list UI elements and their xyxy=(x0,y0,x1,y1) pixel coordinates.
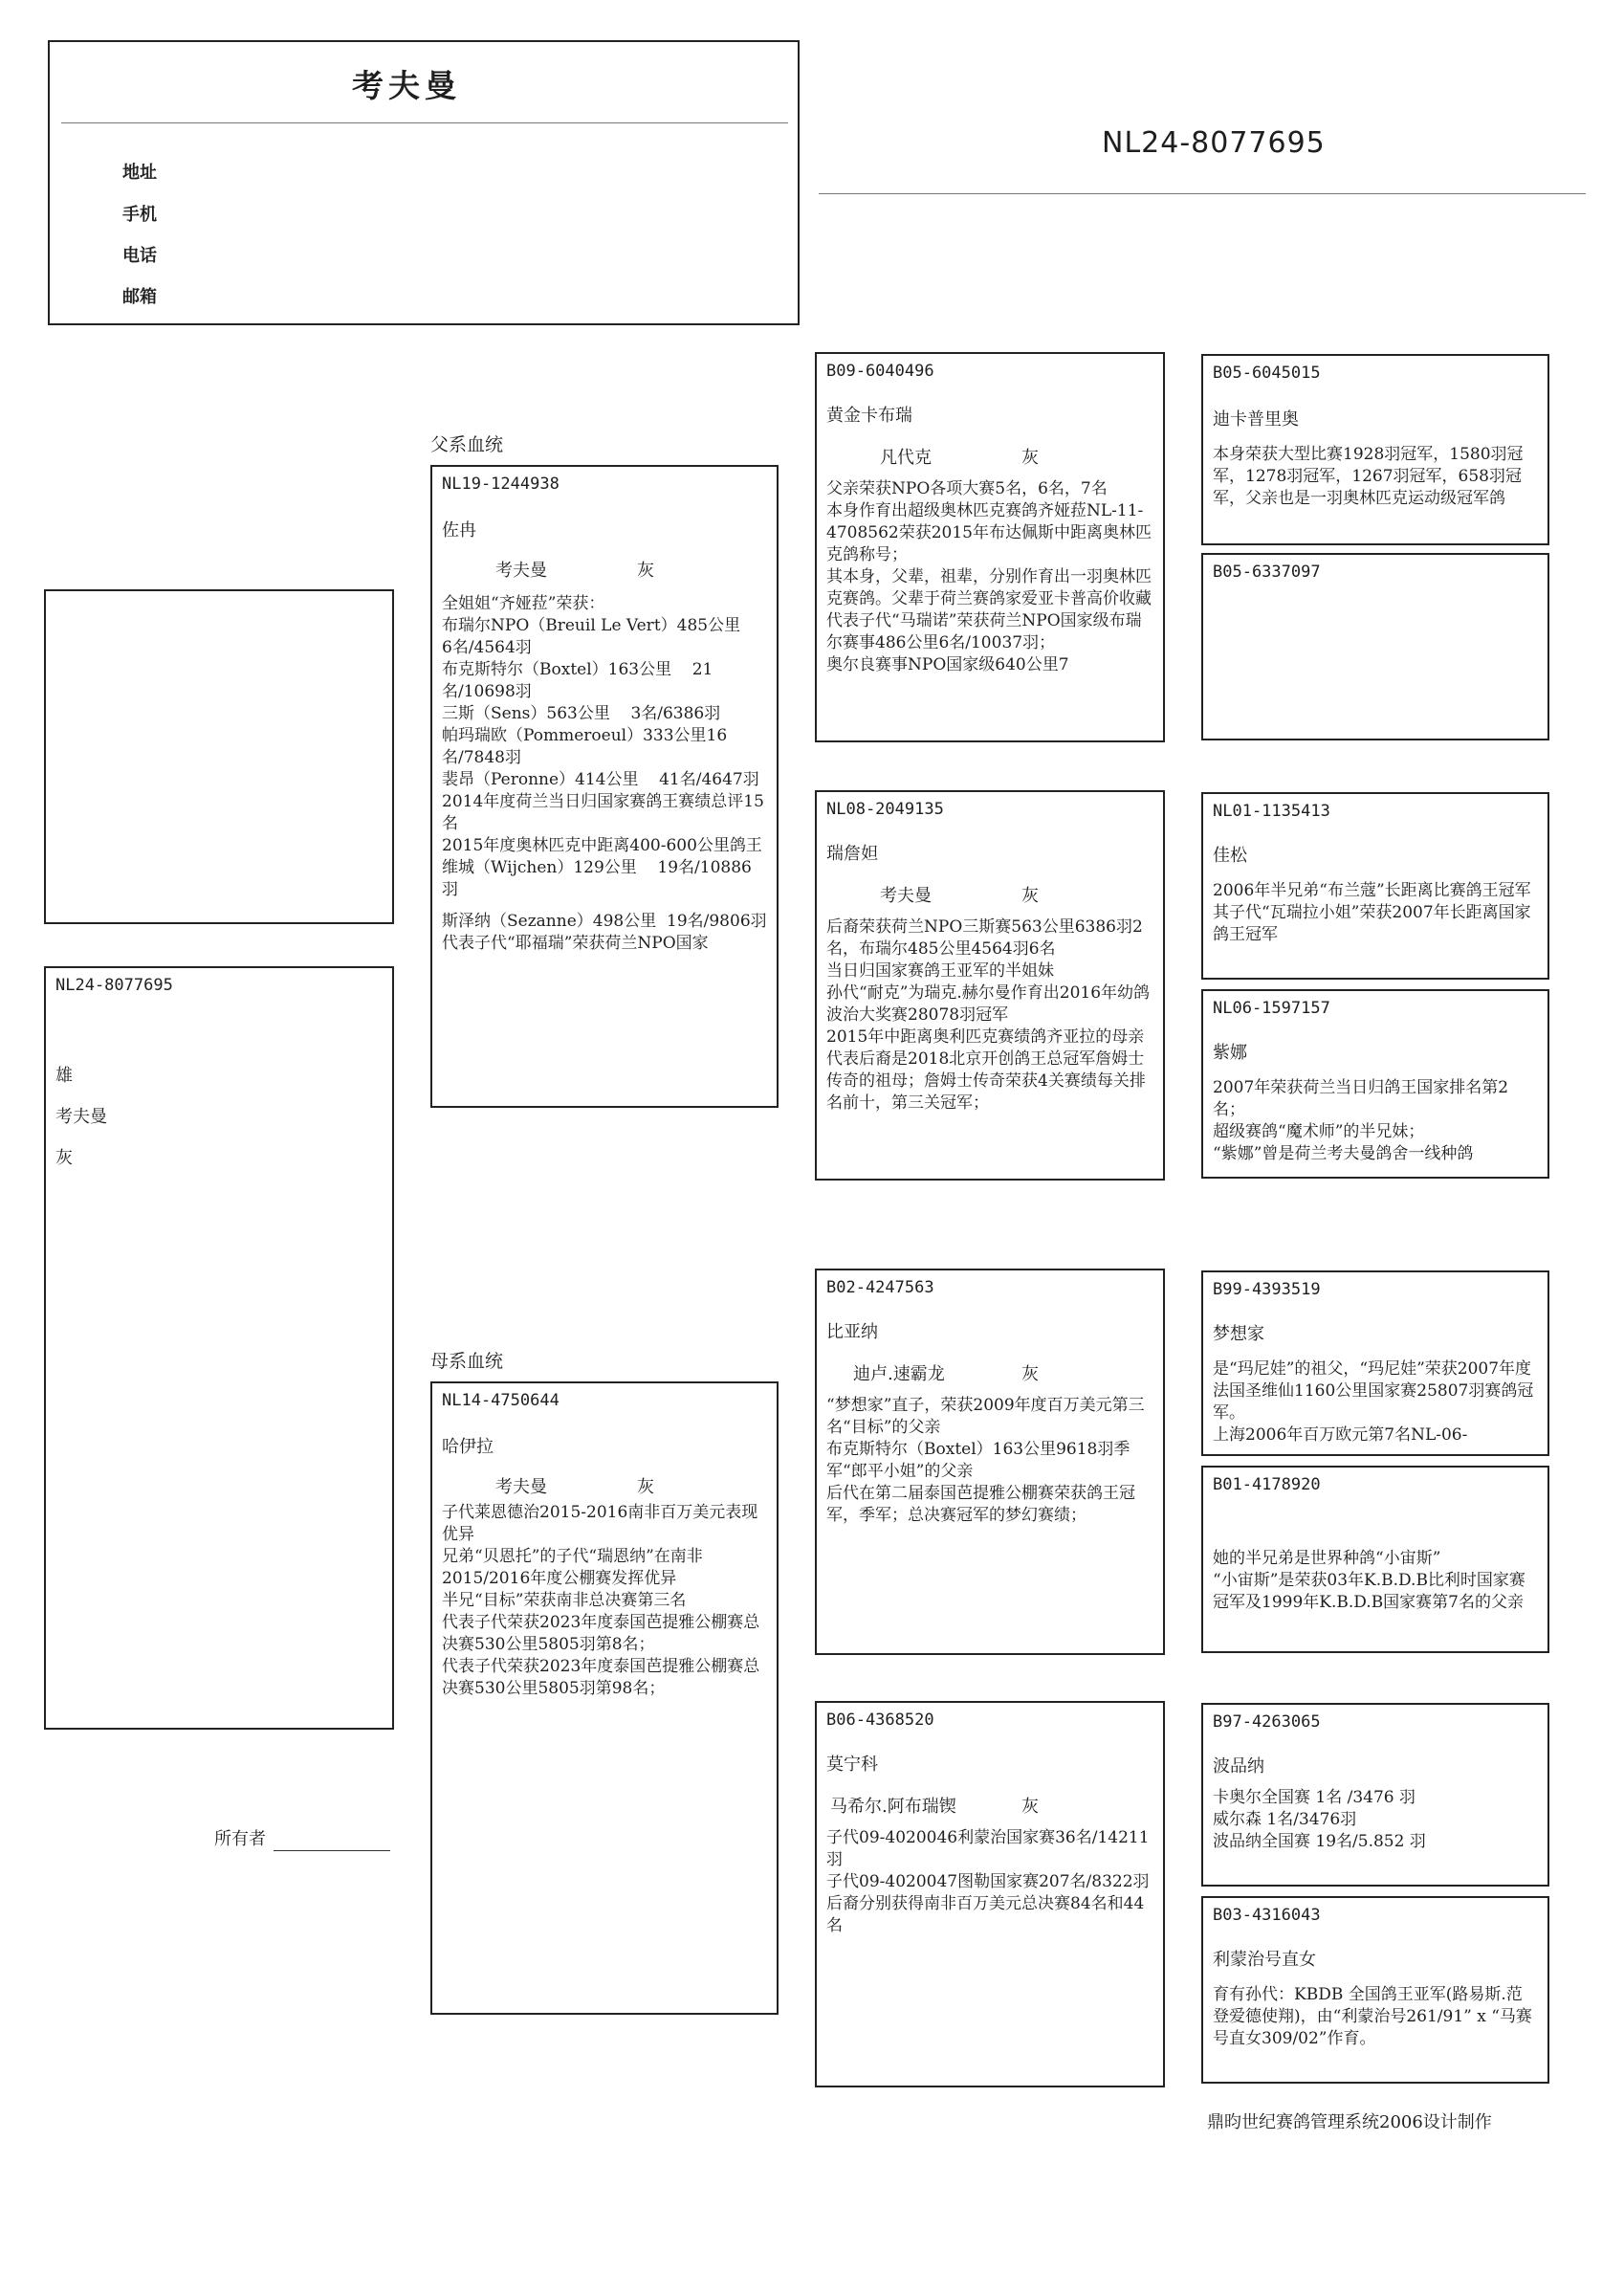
dam-dam-color: 灰 xyxy=(1021,1797,1039,1817)
mobile-label: 手机 xyxy=(122,205,157,225)
desc-line: 子代莱恩德治2015-2016南非百万美元表现优异 xyxy=(442,1503,758,1544)
sire-dam-color: 灰 xyxy=(1021,886,1039,906)
sire-sire-name: 黄金卡布瑞 xyxy=(826,406,912,426)
sire-dam-name: 瑞詹妲 xyxy=(826,844,878,864)
dsd-description xyxy=(1213,1548,1538,1614)
desc-line: 波品纳全国赛 19名/5.852 羽 xyxy=(1213,1832,1426,1851)
ssd-ring: B05-6337097 xyxy=(1213,563,1321,582)
dds-description xyxy=(1213,1787,1538,1853)
desc-line: “梦想家”直子，荣获2009年度百万美元第三名“目标”的父亲 xyxy=(826,1396,1145,1437)
desc-line: 威尔森 1名/3476羽 xyxy=(1213,1810,1357,1829)
sss-card xyxy=(1201,354,1549,545)
owner-name: 考夫曼 xyxy=(352,67,461,104)
dsd-ring: B01-4178920 xyxy=(1213,1475,1321,1494)
desc-line: 布克斯特尔（Boxtel）163公里 21名/10698羽 xyxy=(442,660,713,701)
subject-card xyxy=(44,966,394,1730)
ddd-ring: B03-4316043 xyxy=(1213,1906,1321,1925)
address-label: 地址 xyxy=(122,163,157,183)
desc-line: 2007年荣获荷兰当日归鸽王国家排名第2名； xyxy=(1213,1078,1509,1119)
desc-line: 2015年度奥林匹克中距离400-600公里鸽王 xyxy=(442,836,762,855)
desc-line: 子代09-4020046利蒙治国家赛36名/14211羽 xyxy=(826,1828,1150,1869)
desc-line: 上海2006年百万欧元第7名NL-06- xyxy=(1213,1425,1468,1445)
desc-line: 其子代“瓦瑞拉小姐”荣获2007年长距离国家鸽王冠军 xyxy=(1213,903,1531,944)
desc-line: 布瑞尔NPO（Breuil Le Vert）485公里 6名/4564羽 xyxy=(442,616,761,657)
sds-card xyxy=(1201,792,1549,980)
dam-name: 哈伊拉 xyxy=(442,1437,494,1457)
subject-ring: NL24-8077695 xyxy=(55,976,173,995)
desc-line: 后裔分别获得南非百万美元总决赛84名和44名 xyxy=(826,1894,1145,1935)
dam-description xyxy=(442,1502,767,1700)
desc-line: 超级赛鸽“魔术师”的半兄妹； xyxy=(1213,1122,1425,1141)
desc-line: 2006年半兄弟“布兰蔻”长距离比赛鸽王冠军 xyxy=(1213,881,1531,900)
email-label: 邮箱 xyxy=(122,287,157,307)
sire-ring: NL19-1244938 xyxy=(442,475,560,494)
desc-line: 斯泽纳（Sezanne）498公里 19名/9806羽 xyxy=(442,912,767,931)
sds-ring: NL01-1135413 xyxy=(1213,802,1330,821)
desc-line: 三斯（Sens）563公里 3名/6386羽 xyxy=(442,704,721,723)
sdd-name: 紫娜 xyxy=(1213,1043,1247,1063)
dam-sire-name: 比亚纳 xyxy=(826,1322,878,1342)
desc-line: 卡奥尔全国赛 1名 /3476 羽 xyxy=(1213,1788,1416,1807)
desc-line: 代表子代“马瑞诺”荣获荷兰NPO国家级布瑞尔赛事486公里6名/10037羽； xyxy=(826,611,1142,652)
dam-strain: 考夫曼 xyxy=(495,1477,547,1497)
phone-label: 电话 xyxy=(122,246,157,266)
sire-sire-color: 灰 xyxy=(1021,448,1039,468)
dss-card xyxy=(1201,1270,1549,1456)
dam-sire-strain: 迪卢.速霸龙 xyxy=(853,1364,945,1384)
desc-line: 后代在第二届泰国芭提雅公棚赛荣获鸽王冠军，季军；总决赛冠军的梦幻赛绩； xyxy=(826,1484,1135,1525)
dam-dam-description xyxy=(826,1827,1153,1937)
dsd-card xyxy=(1201,1466,1549,1653)
desc-line: 2015年中距离奥利匹克赛绩鸽齐亚拉的母亲 xyxy=(826,1027,1145,1047)
desc-line: 布克斯特尔（Boxtel）163公里9618羽季军“郎平小姐”的父亲 xyxy=(826,1440,1130,1481)
dss-name: 梦想家 xyxy=(1213,1324,1264,1344)
sire-dam-description xyxy=(826,916,1153,1115)
sire-dam-card xyxy=(815,790,1165,1181)
subject-color: 灰 xyxy=(55,1148,73,1168)
desc-line xyxy=(442,901,767,911)
sss-ring: B05-6045015 xyxy=(1213,364,1321,383)
desc-line: 其本身，父辈，祖辈，分别作育出一羽奥林匹克赛鸽。父辈于荷兰赛鸽家爱亚卡普高价收藏 xyxy=(826,567,1152,608)
dds-name: 波品纳 xyxy=(1213,1756,1264,1777)
sire-sire-ring: B09-6040496 xyxy=(826,362,934,381)
sds-name: 佳松 xyxy=(1213,846,1247,866)
sds-description xyxy=(1213,880,1538,946)
sire-sire-card xyxy=(815,352,1165,742)
sire-card xyxy=(430,465,779,1108)
top-ring-number: NL24-8077695 xyxy=(1102,126,1326,160)
desc-line: 代表子代荣获2023年度泰国芭提雅公棚赛总决赛530公里5805羽第98名； xyxy=(442,1657,760,1698)
desc-line: 孙代“耐克”为瑞克.赫尔曼作育出2016年幼鸽波治大奖赛28078羽冠军 xyxy=(826,983,1151,1025)
desc-line: “紫娜”曾是荷兰考夫曼鸽舍一线种鸽 xyxy=(1213,1144,1474,1163)
dam-sire-color: 灰 xyxy=(1021,1364,1039,1384)
owner-underline xyxy=(274,1850,390,1851)
photo-placeholder xyxy=(44,589,394,924)
sire-name: 佐冉 xyxy=(442,520,476,541)
desc-line: 裴昂（Peronne）414公里 41名/4647羽 xyxy=(442,770,759,789)
dam-card xyxy=(430,1381,779,2015)
desc-line: 本身作育出超级奥林匹克赛鸽齐娅菈NL-11-4708562荣获2015年布达佩斯中距离奥林匹克鸽称号； xyxy=(826,501,1152,564)
desc-line: “小宙斯”是荣获03年K.B.D.B比利时国家赛冠军及1999年K.B.D.B国家赛第7名的父亲 xyxy=(1213,1571,1525,1612)
desc-line: 代表后裔是2018北京开创鸽王总冠军詹姆士传奇的祖母；詹姆士传奇荣获4关赛绩每关排名前十，第三关冠军； xyxy=(826,1049,1146,1113)
dam-dam-strain: 马希尔.阿布瑞锲 xyxy=(830,1797,956,1817)
dds-ring: B97-4263065 xyxy=(1213,1712,1321,1732)
dam-dam-card xyxy=(815,1701,1165,2087)
ddd-name: 利蒙治号直女 xyxy=(1213,1950,1316,1970)
desc-line: 半兄“目标”荣获南非总决赛第三名 xyxy=(442,1591,687,1610)
dam-sire-description xyxy=(826,1395,1153,1527)
sire-color: 灰 xyxy=(637,561,654,581)
dam-dam-ring: B06-4368520 xyxy=(826,1711,934,1730)
sdd-description xyxy=(1213,1077,1538,1165)
sire-strain: 考夫曼 xyxy=(495,561,547,581)
owner-label: 所有者 xyxy=(214,1829,266,1849)
dam-dam-name: 莫宁科 xyxy=(826,1755,878,1775)
dam-sire-ring: B02-4247563 xyxy=(826,1278,934,1297)
owner-name-rule xyxy=(61,122,788,123)
desc-line: 代表子代荣获2023年度泰国芭提雅公棚赛总决赛530公里5805羽第8名； xyxy=(442,1613,760,1654)
sire-sire-strain: 凡代克 xyxy=(880,448,932,468)
desc-line: 子代09-4020047图勒国家赛207名/8322羽 xyxy=(826,1872,1150,1891)
desc-line: 后裔荣获荷兰NPO三斯赛563公里6386羽2名，布瑞尔485公里4564羽6名 xyxy=(826,917,1143,959)
sdd-ring: NL06-1597157 xyxy=(1213,999,1330,1018)
ddd-card xyxy=(1201,1896,1549,2084)
desc-line: 帕玛瑞欧（Pommeroeul）333公里16名/7848羽 xyxy=(442,726,728,767)
ddd-description xyxy=(1213,1984,1538,2050)
desc-line: 是“玛尼娃”的祖父，“玛尼娃”荣获2007年度法国圣维仙1160公里国家赛25807羽赛鸽冠军。 xyxy=(1213,1359,1534,1423)
subject-strain: 考夫曼 xyxy=(55,1107,107,1127)
desc-line: 本身荣获大型比赛1928羽冠军，1580羽冠军，1278羽冠军，1267羽冠军，658羽冠军，父亲也是一羽奥林匹克运动级冠军鸽 xyxy=(1213,445,1524,508)
desc-line: 父亲荣获NPO各项大赛5名，6名，7名 xyxy=(826,479,1108,498)
top-ring-rule xyxy=(819,193,1586,194)
dam-ring: NL14-4750644 xyxy=(442,1391,560,1410)
sdd-card xyxy=(1201,989,1549,1179)
sire-description xyxy=(442,593,767,955)
dam-color: 灰 xyxy=(637,1477,654,1497)
footer-credit: 鼎昀世纪赛鸽管理系统2006设计制作 xyxy=(1207,2112,1492,2132)
dss-ring: B99-4393519 xyxy=(1213,1280,1321,1299)
subject-sex: 雄 xyxy=(55,1066,73,1086)
dam-line-label: 母系血统 xyxy=(430,1351,504,1372)
desc-line: 她的半兄弟是世界种鸽“小宙斯” xyxy=(1213,1549,1441,1568)
desc-line: 育有孙代：KBDB 全国鸽王亚军(路易斯.范登爱德使翔)，由“利蒙治号261/91” x “马赛号直女309/02”作育。 xyxy=(1213,1985,1532,2048)
dds-card xyxy=(1201,1703,1549,1887)
desc-line: 代表子代“耶福瑞”荣获荷兰NPO国家 xyxy=(442,934,709,953)
desc-line: 2014年度荷兰当日归国家赛鸽王赛绩总评15名 xyxy=(442,792,764,833)
desc-line: 全姐姐“齐娅菈”荣获： xyxy=(442,594,605,613)
dss-description xyxy=(1213,1358,1538,1446)
sire-dam-ring: NL08-2049135 xyxy=(826,800,944,819)
ssd-card xyxy=(1201,553,1549,740)
sire-sire-description xyxy=(826,478,1153,676)
desc-line: 兄弟“贝恩托”的子代“瑞恩纳”在南非2015/2016年度公棚赛发挥优异 xyxy=(442,1547,703,1588)
sss-description xyxy=(1213,444,1538,510)
sire-dam-strain: 考夫曼 xyxy=(880,886,932,906)
dam-sire-card xyxy=(815,1269,1165,1655)
sss-name: 迪卡普里奥 xyxy=(1213,409,1299,430)
desc-line: 维城（Wijchen）129公里 19名/10886羽 xyxy=(442,858,752,899)
sire-line-label: 父系血统 xyxy=(430,434,504,455)
desc-line: 当日归国家赛鸽王亚军的半姐妹 xyxy=(826,961,1054,981)
desc-line: 奥尔良赛事NPO国家级640公里7 xyxy=(826,655,1069,674)
